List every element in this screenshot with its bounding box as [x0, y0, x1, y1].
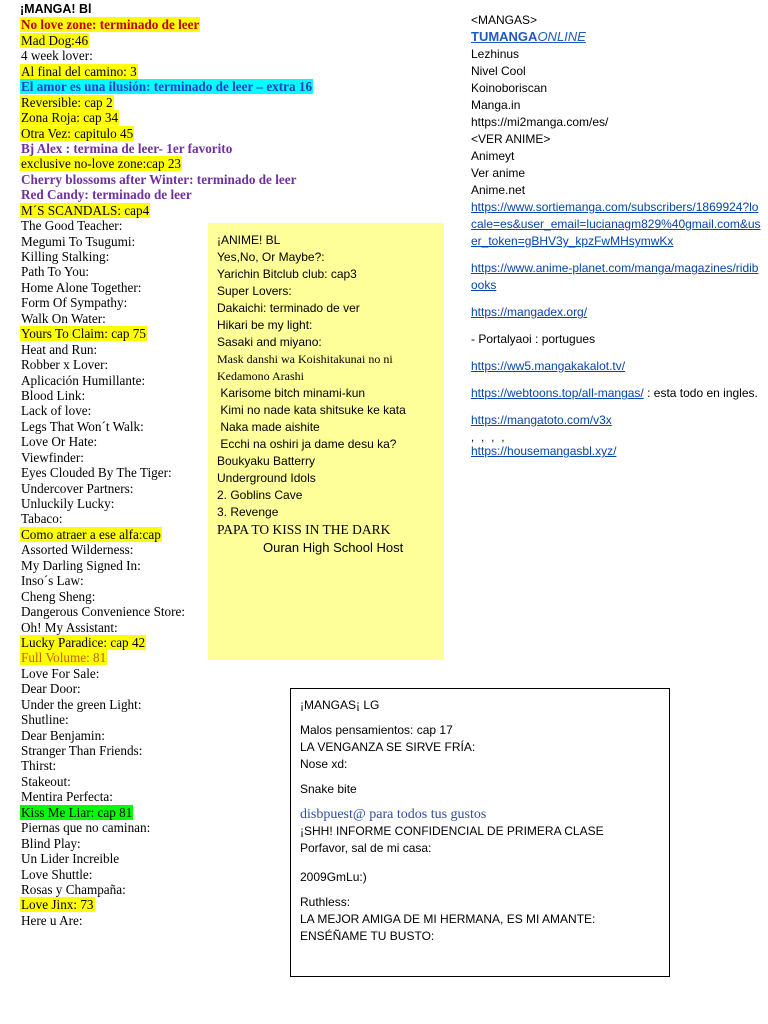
manga-list-item — [20, 558, 220, 573]
manga-list-item — [20, 187, 220, 202]
manga-list-item — [20, 867, 220, 882]
manga-list-item — [20, 496, 220, 511]
manga-list-item-text: M´S SCANDALS: cap4 — [21, 202, 150, 218]
manga-list-item — [20, 388, 220, 403]
manga-list-item-text: Oh! My Assistant: — [21, 619, 118, 635]
manga-list-item — [20, 650, 220, 665]
manga-list-item — [20, 573, 220, 588]
manga-list-item — [20, 620, 220, 635]
manga-list-item — [20, 64, 220, 79]
anime-list-item: Yarichin Bitclub club: cap3 — [217, 267, 357, 281]
manga-list-item-text: Yours To Claim: cap 75 — [21, 326, 146, 342]
manga-list-item — [20, 95, 220, 110]
manga-list-item-text: Dear Door: — [21, 681, 81, 697]
anime-list-item: Naka made aishite — [217, 420, 320, 434]
site-nivel-cool: Nivel Cool — [471, 64, 526, 78]
manga-list-item-text: No love zone: terminado de leer — [21, 17, 200, 33]
manga-list-item — [20, 851, 220, 866]
sortiemanga-link[interactable]: https://www.sortiemanga.com/subscribers/1869924?locale=es&user_email=lucianagm829%40gmail.com&user_token=gBHV3y_kpzFwMHsymwKx — [471, 200, 761, 248]
anime-site-ver-anime: Ver anime — [471, 166, 526, 180]
manga-list-item — [20, 836, 220, 851]
housemangasbl-link[interactable]: https://housemangasbl.xyz/ — [471, 444, 617, 458]
manga-list-item — [20, 33, 220, 48]
manga-list-item-text: Al final del camino: 3 — [21, 63, 137, 79]
anime-bl-box — [208, 223, 444, 660]
site-mi2manga: https://mi2manga.com/es/ — [471, 115, 609, 129]
lg-item: Porfavor, sal de mi casa: — [300, 841, 432, 855]
anime-list-item: ¡ANIME! BL — [217, 233, 281, 247]
anime-list-item: Underground Idols — [217, 471, 316, 485]
manga-list-item-text: Megumi To Tsugumi: — [21, 233, 136, 249]
manga-list-item-text: Under the green Light: — [21, 696, 142, 712]
manga-list-item — [20, 156, 220, 171]
ver-anime-header: <VER ANIME> — [471, 132, 551, 146]
anime-list-item: Karisome bitch minami-kun — [217, 386, 366, 400]
manga-list-item-text: Viewfinder: — [21, 449, 84, 465]
lg-item-snake-bite: Snake bite — [300, 782, 357, 796]
manga-list-item-text: Tabaco: — [21, 511, 63, 527]
mangas-lg-box — [290, 688, 670, 977]
manga-list-item-text: Robber x Lover: — [21, 357, 109, 373]
manga-list-item-text: My Darling Signed In: — [21, 557, 141, 573]
tumanga-online-logo[interactable] — [471, 29, 761, 46]
manga-list-item — [20, 218, 220, 233]
manga-list-item-text: Stranger Than Friends: — [21, 743, 143, 758]
manga-list-item-text: Cherry blossoms after Winter: terminado de leer — [21, 171, 297, 187]
anime-item-ouran: Ouran High School Host — [263, 540, 404, 555]
manga-list-item — [20, 357, 220, 372]
manga-list-item-text: Kiss Me Liar: cap 81 — [21, 804, 133, 820]
manga-list-item — [20, 882, 220, 897]
mangatoto-link[interactable]: https://mangatoto.com/v3x — [471, 413, 612, 427]
manga-list-item-text: Dear Benjamin: — [21, 727, 105, 743]
anime-list-item: Super Lovers: — [217, 284, 292, 298]
manga-list-item-text: Full Volume: 81 — [21, 650, 107, 666]
site-manga-in: Manga.in — [471, 98, 521, 112]
anime-item-papa: PAPA TO KISS IN THE DARK — [217, 522, 391, 537]
manga-list-item — [20, 295, 220, 310]
manga-list-item — [20, 79, 313, 95]
lg-item: Ruthless: — [300, 895, 351, 909]
manga-list-item-text: Lucky Paradice: cap 42 — [21, 634, 146, 650]
manga-list-item — [20, 913, 220, 928]
manga-list-item — [20, 481, 220, 496]
manga-list-item — [20, 758, 220, 773]
anime-list-item: Mask danshi wa Koishitakunai no ni — [217, 352, 393, 366]
lg-item: LA MEJOR AMIGA DE MI HERMANA, ES MI AMANTE: — [300, 912, 596, 926]
manga-list-item — [20, 712, 220, 727]
manga-list-item — [20, 203, 220, 218]
site-koinoboriscan: Koinoboriscan — [471, 81, 548, 95]
anime-site-anime-net: Anime.net — [471, 183, 526, 197]
manga-list-item-text: Eyes Clouded By The Tiger: — [21, 465, 172, 481]
manga-list-item-text: Form Of Sympathy: — [21, 295, 128, 311]
anime-list-item: 3. Revenge — [217, 505, 279, 519]
manga-list-item-text: El amor es una ilusión: terminado de leer – extra 16 — [21, 79, 313, 95]
manga-list-item — [20, 17, 220, 32]
manga-list-item — [20, 697, 220, 712]
anime-site-animeyt: Animeyt — [471, 149, 515, 163]
manga-list-item-text: Walk On Water: — [21, 310, 106, 326]
mangadex-link[interactable]: https://mangadex.org/ — [471, 305, 588, 319]
anime-list-item: Ecchi na oshiri ja dame desu ka? — [217, 437, 397, 451]
mangakakalot-link[interactable]: https://ww5.mangakakalot.tv/ — [471, 359, 626, 373]
manga-list-item — [20, 527, 220, 542]
manga-list-item — [20, 743, 220, 758]
manga-list-item — [20, 403, 220, 418]
manga-list-item — [20, 311, 220, 326]
manga-list-item — [20, 280, 220, 295]
lg-item: ENSÉÑAME TU BUSTO: — [300, 929, 435, 943]
manga-list-item — [20, 542, 220, 557]
manga-list-item-text: Love Shuttle: — [21, 866, 93, 882]
manga-list-item-text: Here u Are: — [21, 912, 83, 928]
lg-item: ¡SHH! INFORME CONFIDENCIAL DE PRIMERA CLASE — [300, 824, 604, 838]
manga-list-item-text: exclusive no-love zone:cap 23 — [21, 156, 182, 172]
manga-list-item — [20, 249, 220, 264]
manga-list-item — [20, 342, 220, 357]
manga-list-item-text: Love For Sale: — [21, 665, 100, 681]
manga-list-item-text: Otra Vez: capitulo 45 — [21, 125, 134, 141]
manga-list-item — [20, 820, 220, 835]
lg-item: LA VENGANZA SE SIRVE FRÍA: — [300, 740, 476, 754]
portalyaoi-note: - Portalyaoi : portugues — [471, 332, 596, 346]
anime-list-item: Sasaki and miyano: — [217, 335, 322, 349]
manga-list-item — [20, 589, 220, 604]
separator-dots: , , , , — [471, 432, 507, 444]
manga-list-item-text: Heat and Run: — [21, 341, 98, 357]
manga-list-item-text: Lack of love: — [21, 403, 92, 419]
manga-list-item-text: Love Jinx: 73 — [21, 897, 94, 913]
webtoons-link[interactable]: https://webtoons.top/all-mangas/ — [471, 386, 644, 400]
anime-list-item: Boukyaku Batterry — [217, 454, 316, 468]
manga-list-item-text: Cheng Sheng: — [21, 588, 96, 604]
manga-list-item-text: Mad Dog:46 — [21, 32, 89, 48]
manga-list-item — [20, 604, 220, 619]
manga-list-item — [20, 110, 220, 125]
manga-list-item — [20, 419, 220, 434]
manga-list-item — [20, 635, 220, 650]
manga-list-item-text: Reversible: cap 2 — [21, 94, 113, 110]
manga-list-item-text: Red Candy: terminado de leer — [21, 187, 192, 203]
manga-list-item-text: Mentira Perfecta: — [21, 789, 113, 805]
manga-list-item — [20, 681, 220, 696]
manga-list-item-text: Shutline: — [21, 712, 69, 728]
anime-list-item: Hikari be my light: — [217, 318, 313, 332]
manga-list-item — [20, 666, 220, 681]
manga-list-item-text: Love Or Hate: — [21, 434, 98, 450]
anime-planet-link[interactable]: https://www.anime-planet.com/manga/magazines/ridibooks — [471, 261, 759, 292]
manga-list-item — [20, 805, 220, 820]
manga-list-item-text: Inso´s Law: — [21, 573, 84, 589]
manga-list-item — [20, 171, 297, 187]
manga-list-item — [20, 789, 220, 804]
manga-bl-title: ¡MANGA! Bl — [20, 2, 92, 16]
lg-title: ¡MANGAS¡ LG — [300, 698, 380, 712]
manga-list-item-text: Aplicación Humillante: — [21, 372, 146, 388]
manga-list-item — [20, 126, 220, 141]
anime-list-item: 2. Goblins Cave — [217, 488, 303, 502]
anime-list-item: Kimi no nade kata shitsuke ke kata — [217, 403, 406, 417]
manga-list-item-text: Zona Roja: cap 34 — [21, 110, 119, 126]
anime-list-item: Yes,No, Or Maybe?: — [217, 250, 325, 264]
manga-list-item-text: Un Lider Increible — [21, 851, 120, 867]
manga-list-item — [20, 140, 233, 156]
manga-list-item-text: Thirst: — [21, 758, 57, 774]
manga-list-item — [20, 434, 220, 449]
sites-column — [471, 12, 761, 460]
lg-item: Malos pensamientos: cap 17 — [300, 723, 453, 737]
manga-list-item-text: Blood Link: — [21, 387, 86, 403]
lg-item-gmlu: 2009GmLu:) — [300, 870, 367, 884]
manga-list-item-text: Bj Alex : termina de leer- 1er favorito — [21, 140, 233, 156]
manga-list-item-text: The Good Teacher: — [21, 218, 123, 234]
manga-list-item-text: Home Alone Together: — [21, 279, 142, 295]
manga-list-item — [20, 450, 220, 465]
site-lezhinus: Lezhinus — [471, 47, 520, 61]
manga-list-item — [20, 774, 220, 789]
manga-list-item — [20, 728, 220, 743]
brand-italic: ONLINE — [537, 29, 586, 44]
manga-list-item-text: Dangerous Convenience Store: — [21, 604, 186, 620]
manga-list-item-text: Path To You: — [21, 264, 90, 280]
manga-list-item-text: Unluckily Lucky: — [21, 496, 115, 511]
mangas-header: <MANGAS> — [471, 13, 538, 27]
manga-list-item — [20, 264, 220, 279]
manga-list-item — [20, 326, 220, 341]
lg-item: Nose xd: — [300, 757, 348, 771]
lg-item-disbpuest: disbpuest@ para todos tus gustos — [300, 807, 487, 822]
manga-list-item-text: Legs That Won´t Walk: — [21, 418, 144, 434]
manga-list-item-text: Rosas y Champaña: — [21, 881, 126, 897]
manga-list-item-text: Undercover Partners: — [21, 480, 134, 496]
manga-list-item-text: Piernas que no caminan: — [21, 820, 151, 836]
manga-list-item-text: Killing Stalking: — [21, 249, 110, 264]
anime-list-item: Dakaichi: terminado de ver — [217, 301, 360, 315]
manga-list-item-text: Blind Play: — [21, 835, 81, 851]
manga-list-item-text: Como atraer a ese alfa:cap — [21, 526, 161, 542]
brand-bold: TUMANGA — [471, 29, 538, 44]
manga-list-item-text: 4 week lover: — [21, 48, 93, 64]
manga-list-item — [20, 373, 220, 388]
manga-list-item — [20, 48, 220, 63]
manga-list-item-text: Stakeout: — [21, 773, 71, 789]
manga-list-item — [20, 465, 220, 480]
manga-list-item — [20, 511, 220, 526]
manga-list-item-text: Assorted Wilderness: — [21, 542, 134, 558]
manga-list-item — [20, 234, 220, 249]
manga-list-item — [20, 897, 220, 912]
webtoons-note: : esta todo en ingles. — [643, 386, 758, 400]
anime-list-item: Kedamono Arashi — [217, 369, 304, 383]
